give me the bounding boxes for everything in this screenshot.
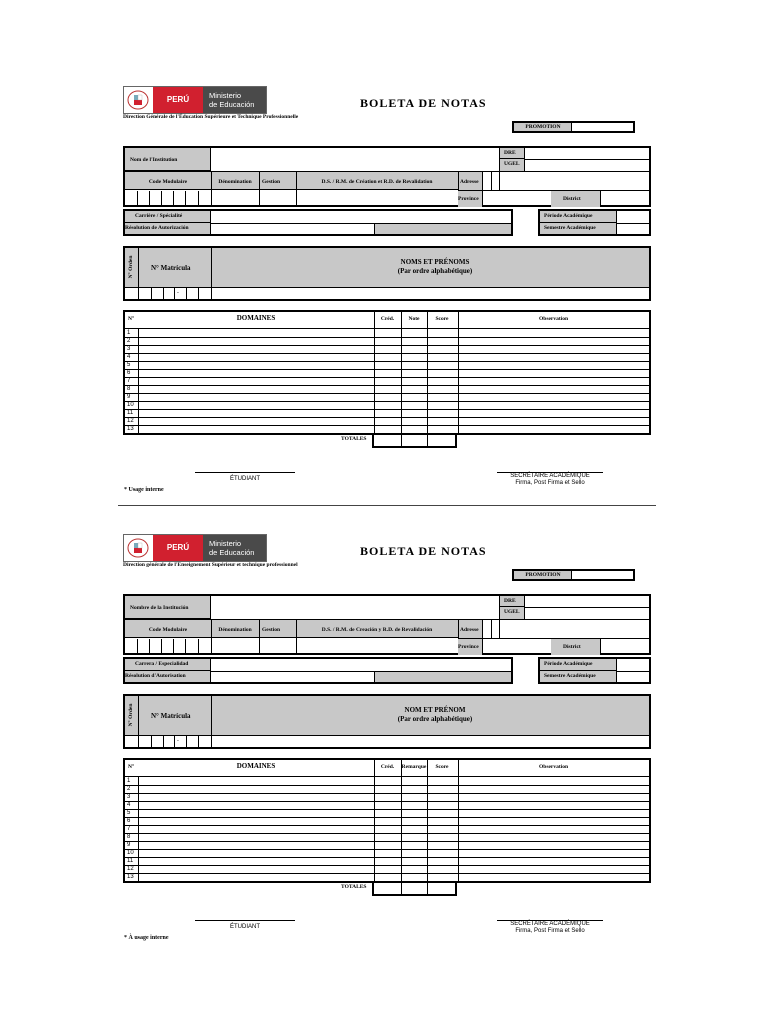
cell-divider xyxy=(163,288,164,299)
totals-label: TOTALES xyxy=(341,436,367,442)
cell-divider xyxy=(198,639,199,655)
period-label: Période Académique xyxy=(544,661,593,667)
promotion-label: PROMOTION xyxy=(525,572,561,578)
matricula-label: N° Matrícula xyxy=(151,712,191,720)
province-label-cell xyxy=(458,191,482,207)
row-number: 12 xyxy=(127,866,134,872)
career-label-cell xyxy=(125,659,211,671)
institution-label-cell xyxy=(125,596,211,619)
dre-field[interactable] xyxy=(526,148,649,159)
cell-divider xyxy=(151,288,152,299)
names-order-label: (Par ordre alphabétique) xyxy=(397,267,473,275)
dre-label-cell xyxy=(499,148,525,159)
row-number: 8 xyxy=(127,834,131,840)
names-label: NOMS ET PRÉNOMS xyxy=(400,258,470,266)
row-number: 3 xyxy=(127,346,131,352)
cell-divider xyxy=(173,639,174,655)
table-row[interactable] xyxy=(125,337,649,345)
semester-label: Semestre Académique xyxy=(544,673,596,679)
matricula-header xyxy=(139,696,212,736)
semester-label-cell xyxy=(540,223,617,234)
district-label-cell xyxy=(551,639,601,655)
names-label: NOM ET PRÉNOM xyxy=(404,706,466,714)
direction-subtitle: Direction générale de l'Enseignement Supérieur et technique professionnel xyxy=(123,562,298,568)
col-divider xyxy=(427,435,428,446)
matricula-label: N° Matrícula xyxy=(151,264,191,272)
period-block xyxy=(538,209,651,236)
usage-note: * Usage interne xyxy=(124,487,164,493)
table-row[interactable] xyxy=(125,801,649,809)
cred-header: Créd. xyxy=(380,316,395,322)
table-row[interactable] xyxy=(125,385,649,393)
table-row[interactable] xyxy=(125,849,649,857)
country-label: PERÚ xyxy=(153,87,203,113)
secretary-signature-label: SECRÉTAIRE ACADÉMIQUE xyxy=(510,921,590,927)
matricula-dash: - xyxy=(177,738,179,744)
cell-divider xyxy=(198,736,199,747)
page-title: BOLETA DE NOTAS xyxy=(360,544,487,558)
totals-row xyxy=(372,881,457,896)
usage-note: * À usage interne xyxy=(124,935,169,941)
table-row[interactable] xyxy=(125,353,649,361)
student-block xyxy=(123,246,651,301)
dre-label-cell xyxy=(499,596,525,607)
resolution-label-cell xyxy=(125,223,211,234)
career-block xyxy=(123,209,513,236)
student-name-field[interactable] xyxy=(212,737,649,747)
cell-divider xyxy=(173,191,174,207)
note-header: Note xyxy=(408,316,420,322)
cell-divider xyxy=(163,736,164,747)
row-number: 3 xyxy=(127,794,131,800)
secretary-signature-label: SECRÉTAIRE ACADÉMIQUE xyxy=(510,473,590,479)
student-block xyxy=(123,694,651,749)
code-modulaire-label: Code Modulaire xyxy=(148,627,188,633)
ministry-logo xyxy=(123,86,267,114)
n-header: N° xyxy=(128,316,135,322)
province-label: Province xyxy=(458,196,479,202)
observation-header: Observation xyxy=(538,316,569,322)
table-row[interactable] xyxy=(125,865,649,873)
ugel-label: UGEL xyxy=(504,161,520,167)
table-row[interactable] xyxy=(125,425,649,433)
cell-divider xyxy=(161,639,162,655)
student-signature-line xyxy=(195,472,295,473)
grades-table xyxy=(123,758,651,883)
ugel-label-cell xyxy=(499,607,525,619)
career-label-cell xyxy=(125,211,211,223)
ministry-label xyxy=(203,87,266,113)
col-divider xyxy=(296,620,297,655)
ministry-line2: de Educación xyxy=(209,100,255,109)
table-row[interactable] xyxy=(125,785,649,793)
promotion-box xyxy=(512,121,635,133)
cell-divider xyxy=(151,736,152,747)
cell-divider xyxy=(185,639,186,655)
cell-divider xyxy=(186,288,187,299)
cell-divider xyxy=(137,639,138,655)
col-divider xyxy=(427,883,428,894)
matricula-dash: - xyxy=(177,290,179,296)
cell-divider xyxy=(174,736,175,747)
table-row[interactable] xyxy=(125,777,649,785)
row-number: 8 xyxy=(127,386,131,392)
table-row[interactable] xyxy=(125,393,649,401)
cell-divider xyxy=(198,288,199,299)
col-divider xyxy=(491,172,492,190)
dre-label: DRE xyxy=(504,598,516,604)
ministry-line1: Ministerio xyxy=(209,91,242,100)
names-order-label: (Par ordre alphabétique) xyxy=(397,715,473,723)
district-label: District xyxy=(563,196,581,202)
row-number: 5 xyxy=(127,810,131,816)
table-row[interactable] xyxy=(125,793,649,801)
resolution-label-cell xyxy=(125,671,211,682)
cell-divider xyxy=(149,191,150,207)
adresse-label-cell xyxy=(458,172,482,190)
cell-divider xyxy=(138,736,139,747)
col-divider xyxy=(491,620,492,638)
gestion-label: Gestion xyxy=(262,179,281,185)
promotion-label-cell xyxy=(514,571,572,579)
page-title: BOLETA DE NOTAS xyxy=(360,96,487,110)
order-header xyxy=(125,696,139,736)
ugel-label-cell xyxy=(499,159,525,171)
resolution-extra xyxy=(374,224,511,234)
student-signature-label: ÉTUDIANT xyxy=(230,924,260,930)
score-header: Score xyxy=(435,764,449,770)
institution-label: Nombre de la Institución xyxy=(130,605,189,611)
ugel-field[interactable] xyxy=(526,608,649,619)
institution-field[interactable] xyxy=(212,596,499,619)
province-label-cell xyxy=(458,639,482,655)
row-number: 7 xyxy=(127,378,131,384)
career-label: Carrera / Especialidad xyxy=(135,661,189,667)
ministry-line1: Ministerio xyxy=(209,539,242,548)
district-label: District xyxy=(563,644,581,650)
career-field[interactable] xyxy=(212,211,511,223)
note-header: Remarque xyxy=(401,764,427,770)
institution-label: Nom de l'Institution xyxy=(130,157,178,163)
row-number: 1 xyxy=(127,778,131,784)
table-row[interactable] xyxy=(125,841,649,849)
promotion-field[interactable] xyxy=(574,123,633,131)
table-row[interactable] xyxy=(125,369,649,377)
institution-label-cell xyxy=(125,148,211,171)
ugel-label: UGEL xyxy=(504,609,520,615)
institution-field[interactable] xyxy=(212,148,499,171)
student-signature-line xyxy=(195,920,295,921)
province-field[interactable] xyxy=(483,191,551,207)
row-number: 10 xyxy=(127,850,134,856)
grades-table xyxy=(123,310,651,435)
adresse-field[interactable] xyxy=(500,172,649,190)
col-divider xyxy=(211,172,212,207)
coat-of-arms-icon xyxy=(126,537,150,559)
semester-field[interactable] xyxy=(618,672,649,682)
period-field[interactable] xyxy=(618,659,649,671)
period-label-cell xyxy=(540,211,617,223)
totals-label: TOTALES xyxy=(341,884,367,890)
cell-divider xyxy=(149,639,150,655)
promotion-box xyxy=(512,569,635,581)
order-label: N° Orden xyxy=(128,703,134,727)
gestion-label: Gestion xyxy=(262,627,281,633)
row-number: 4 xyxy=(127,354,131,360)
ministry-label xyxy=(203,535,266,561)
totals-row xyxy=(372,433,457,448)
promotion-label-cell xyxy=(514,123,572,131)
order-header xyxy=(125,248,139,288)
resolution-field[interactable] xyxy=(212,224,373,234)
cell-divider xyxy=(185,191,186,207)
student-name-field[interactable] xyxy=(212,289,649,299)
cell-divider xyxy=(174,288,175,299)
district-field[interactable] xyxy=(602,191,649,207)
code-modulaire-label: Code Modulaire xyxy=(148,179,188,185)
period-block xyxy=(538,657,651,684)
adresse-label: Adresse xyxy=(460,179,479,185)
ugel-field[interactable] xyxy=(526,160,649,171)
col-divider xyxy=(259,172,260,207)
adresse-field[interactable] xyxy=(500,620,649,638)
semester-field[interactable] xyxy=(618,224,649,234)
cred-header: Créd. xyxy=(380,764,395,770)
ministry-line2: de Educación xyxy=(209,548,255,557)
adresse-label: Adresse xyxy=(460,627,479,633)
row-number: 13 xyxy=(127,426,134,432)
table-row[interactable] xyxy=(125,873,649,881)
table-row[interactable] xyxy=(125,329,649,337)
score-header: Score xyxy=(435,316,449,322)
row-number: 6 xyxy=(127,818,131,824)
table-row[interactable] xyxy=(125,809,649,817)
table-row[interactable] xyxy=(125,377,649,385)
district-label-cell xyxy=(551,191,601,207)
domaines-header: DOMAINES xyxy=(236,762,276,770)
table-row[interactable] xyxy=(125,361,649,369)
table-row[interactable] xyxy=(125,833,649,841)
province-field[interactable] xyxy=(483,639,551,655)
row-number: 1 xyxy=(127,330,131,336)
row-number: 9 xyxy=(127,842,131,848)
denomination-label: Dénomination xyxy=(218,179,252,185)
table-row[interactable] xyxy=(125,825,649,833)
col-divider xyxy=(401,883,402,894)
row-number: 7 xyxy=(127,826,131,832)
table-row[interactable] xyxy=(125,817,649,825)
period-field[interactable] xyxy=(618,211,649,223)
row-number: 2 xyxy=(127,338,131,344)
row-number: 10 xyxy=(127,402,134,408)
secretary-signature-sub: Firma, Post Firma et Sello xyxy=(515,928,585,934)
observation-header: Observation xyxy=(538,764,569,770)
province-label: Province xyxy=(458,644,479,650)
promotion-field[interactable] xyxy=(574,571,633,579)
row-number: 11 xyxy=(127,410,134,416)
student-signature-label: ÉTUDIANT xyxy=(230,476,260,482)
row-number: 13 xyxy=(127,874,134,880)
domaines-header: DOMAINES xyxy=(236,314,276,322)
promotion-label: PROMOTION xyxy=(525,124,561,130)
country-label: PERÚ xyxy=(153,535,203,561)
semester-label: Semestre Académique xyxy=(544,225,596,231)
career-label: Carrière / Spécialité xyxy=(135,213,183,219)
resolution-label: Résolution d'Autorisation xyxy=(125,673,186,679)
cell-divider xyxy=(161,191,162,207)
row-number: 6 xyxy=(127,370,131,376)
resolution-label: Résolution de Autorización xyxy=(125,225,189,231)
dre-label: DRE xyxy=(504,150,516,156)
table-row[interactable] xyxy=(125,417,649,425)
row-number: 9 xyxy=(127,394,131,400)
row-number: 4 xyxy=(127,802,131,808)
matricula-header xyxy=(139,248,212,288)
n-header: N° xyxy=(128,764,135,770)
table-row[interactable] xyxy=(125,409,649,417)
institution-block xyxy=(123,594,651,655)
row-number: 12 xyxy=(127,418,134,424)
career-block xyxy=(123,657,513,684)
table-row[interactable] xyxy=(125,401,649,409)
form-separator xyxy=(118,505,656,506)
ds-rm-label: D.S. / R.M. de Création et R.D. de Revalidation xyxy=(321,179,433,185)
dre-field[interactable] xyxy=(526,596,649,607)
period-label-cell xyxy=(540,659,617,671)
period-label: Période Académique xyxy=(544,213,593,219)
district-field[interactable] xyxy=(602,639,649,655)
col-divider xyxy=(401,435,402,446)
col-divider xyxy=(211,620,212,655)
institution-block xyxy=(123,146,651,207)
direction-subtitle: Direction Générale de l'Éducation Supérieure et Technique Professionnelle xyxy=(123,114,299,120)
semester-label-cell xyxy=(540,671,617,682)
col-divider xyxy=(296,172,297,207)
coat-of-arms-icon xyxy=(126,89,150,111)
order-label: N° Orden xyxy=(128,255,134,279)
cell-divider xyxy=(198,191,199,207)
adresse-label-cell xyxy=(458,620,482,638)
resolution-extra xyxy=(374,672,511,682)
denomination-label: Dénomination xyxy=(218,627,252,633)
row-number: 2 xyxy=(127,786,131,792)
cell-divider xyxy=(186,736,187,747)
col-divider xyxy=(259,620,260,655)
career-field[interactable] xyxy=(212,659,511,671)
table-row[interactable] xyxy=(125,345,649,353)
ds-rm-label: D.S. / R.M. de Creación y R.D. de Revalidación xyxy=(321,627,433,633)
resolution-field[interactable] xyxy=(212,672,373,682)
cell-divider xyxy=(137,191,138,207)
row-number: 5 xyxy=(127,362,131,368)
cell-divider xyxy=(138,288,139,299)
secretary-signature-sub: Firma, Post Firma et Sello xyxy=(515,480,585,486)
ministry-logo xyxy=(123,534,267,562)
row-number: 11 xyxy=(127,858,134,864)
table-row[interactable] xyxy=(125,857,649,865)
